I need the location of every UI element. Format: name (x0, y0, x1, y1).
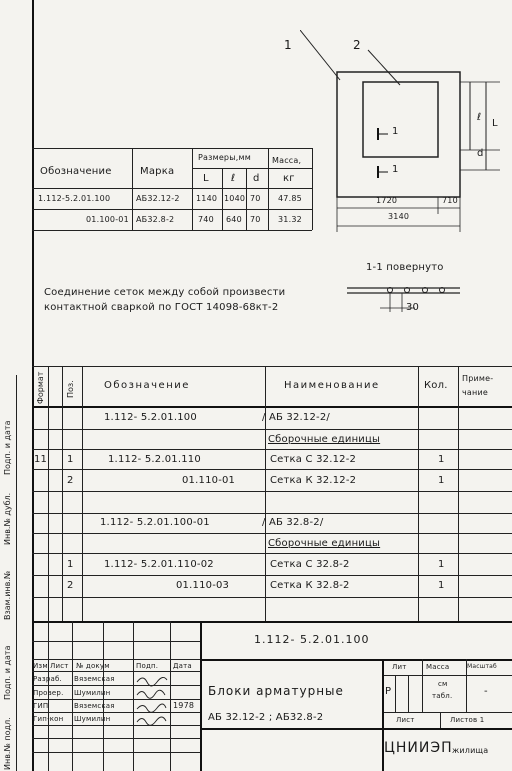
list-item-designation: 01.110-03 (176, 580, 230, 591)
spec-header-note-2: чание (462, 388, 488, 397)
table-row-mass: 47.85 (278, 194, 302, 203)
section-mark-top: 1 (392, 126, 399, 137)
top-table-header-designation: Обозначение (40, 166, 112, 177)
top-table-header-sizes: Размеры,мм (198, 153, 251, 162)
top-table-header-d: d (253, 173, 260, 184)
stamp-header-lit: Лит (392, 663, 407, 671)
margin-label-sign: Подп. и дата (3, 645, 12, 700)
spec-group1-name: / АБ 32.12-2/ (262, 412, 330, 423)
stamp-header-doc: № докум (76, 662, 110, 670)
table-row-L: 1140 (196, 194, 218, 203)
section-dim-30: 30 (406, 302, 420, 313)
leader-label-2: 2 (353, 38, 362, 52)
stamp-name: Вяземская (74, 675, 115, 683)
top-table-header-mark: Марка (140, 166, 175, 177)
stamp-header-izm: Изм (33, 662, 48, 670)
list-item-qty: 1 (438, 580, 445, 591)
stamp-header-sheet: Лист (396, 716, 415, 724)
stamp-scale-value: - (484, 686, 488, 697)
top-table-border (32, 148, 312, 149)
list-item-designation: 1.112- 5.2.01.110-02 (104, 559, 214, 570)
spec-table-border (32, 366, 512, 367)
org-logo: ЦНИИЭП (384, 740, 453, 756)
stamp-header-scale: Масштаб (467, 663, 497, 670)
stamp-lit-value: Р (385, 686, 392, 697)
margin-label-sign2: Подп. и дата (3, 420, 12, 475)
table-row-designation: 01.100-01 (86, 215, 129, 224)
list-item-pos: 2 (67, 475, 74, 486)
list-item-qty: 1 (438, 559, 445, 570)
dim-710: 710 (442, 196, 458, 205)
stamp-year: 1978 (173, 701, 195, 710)
margin-label-dup: Инв.№ дубл. (3, 492, 12, 545)
margin-label-inv: Инв.№ подл. (3, 717, 12, 770)
spec-group2-name: / АБ 32.8-2/ (262, 517, 324, 528)
stamp-header-sheets: Листов 1 (450, 716, 485, 724)
stamp-name: Шумилин (74, 689, 111, 697)
section-mark-bottom: 1 (392, 164, 399, 175)
block-plan-drawing (300, 30, 510, 240)
stamp-header-mass: Масса (426, 663, 450, 671)
stamp-name: Шумилин (74, 715, 111, 723)
spec-header-qty: Кол. (424, 380, 448, 391)
stamp-mass-value-1: см (438, 680, 448, 688)
top-table-header-L: L (203, 173, 209, 184)
stamp-mass-value-2: табл. (432, 692, 453, 700)
table-row-d: 70 (250, 194, 261, 203)
table-row-l: 640 (226, 215, 242, 224)
list-item-designation: 01.110-01 (182, 475, 236, 486)
list-item-qty: 1 (438, 454, 445, 465)
stamp-subtitle: АБ 32.12-2 ; АБ32.8-2 (208, 712, 324, 723)
list-item-pos: 2 (67, 580, 74, 591)
stamp-header-list: Лист (50, 662, 69, 670)
spec-header-note-1: Приме- (462, 374, 494, 383)
spec-header-designation: Обозначение (104, 380, 190, 391)
list-item-name: Сетка К 32.8-2 (270, 580, 350, 591)
stamp-header-date: Дата (173, 662, 192, 670)
spec-group1-sub: Сборочные единицы (268, 434, 381, 445)
stamp-role: Провер. (33, 689, 64, 697)
stamp-title: Блоки арматурные (208, 684, 344, 698)
top-table-header-l: ℓ (231, 173, 236, 184)
table-row-designation: 1.112-5.2.01.100 (38, 194, 111, 203)
margin-label-replace: Взам.инв.№ (3, 570, 12, 620)
dim-label-d: d (477, 148, 484, 159)
signatures-image (134, 672, 170, 726)
table-row-mark: АБ32.12-2 (136, 194, 180, 203)
section-detail-drawing (345, 280, 465, 320)
list-item-name: Сетка С 32.8-2 (270, 559, 350, 570)
frame-left-border (32, 0, 34, 771)
org-name: жилища (452, 746, 489, 755)
dim-3140: 3140 (388, 212, 410, 221)
note-line-2: контактной сваркой по ГОСТ 14098-68кт-2 (44, 302, 279, 313)
dim-label-L: L (492, 118, 498, 129)
spec-group1-designation: 1.112- 5.2.01.100 (104, 412, 197, 423)
spec-group2-designation: 1.112- 5.2.01.100-01 (100, 517, 210, 528)
note-line-1: Соединение сеток между собой произвести (44, 287, 286, 298)
list-item-name: Сетка К 32.12-2 (270, 475, 357, 486)
stamp-role: Гип-кон (33, 715, 64, 723)
dim-label-l: ℓ (477, 112, 482, 123)
margin-strip-border (16, 375, 17, 771)
leader-label-1: 1 (284, 38, 293, 52)
table-row-l: 1040 (224, 194, 246, 203)
table-row-mark: АБ32.8-2 (136, 215, 175, 224)
stamp-role: ГИП (33, 702, 49, 710)
table-row-L: 740 (198, 215, 214, 224)
list-item-pos: 1 (67, 559, 74, 570)
spec-header-pos: Поз. (66, 380, 75, 398)
stamp-role: Разраб. (33, 675, 62, 683)
list-item-designation: 1.112- 5.2.01.110 (108, 454, 201, 465)
list-item-pos: 1 (67, 454, 74, 465)
spec-header-name: Наименование (284, 380, 380, 391)
top-table-header-kg: кг (283, 173, 295, 184)
top-table-header-mass: Масса, (272, 156, 302, 165)
stamp-name: Вяземская (74, 702, 115, 710)
dim-1720: 1720 (376, 196, 398, 205)
spec-group2-sub: Сборочные единицы (268, 538, 381, 549)
list-item-name: Сетка С 32.12-2 (270, 454, 357, 465)
spec-header-format: Формат (36, 371, 45, 404)
table-row-mass: 31.32 (278, 215, 302, 224)
title-block-border (32, 621, 512, 623)
table-row-d: 70 (250, 215, 261, 224)
list-item-qty: 1 (438, 475, 445, 486)
section-title: 1-1 повернуто (366, 262, 444, 273)
stamp-code: 1.112- 5.2.01.100 (254, 633, 370, 646)
list-item-format: 11 (34, 454, 48, 465)
stamp-header-sign: Подп. (136, 662, 159, 670)
